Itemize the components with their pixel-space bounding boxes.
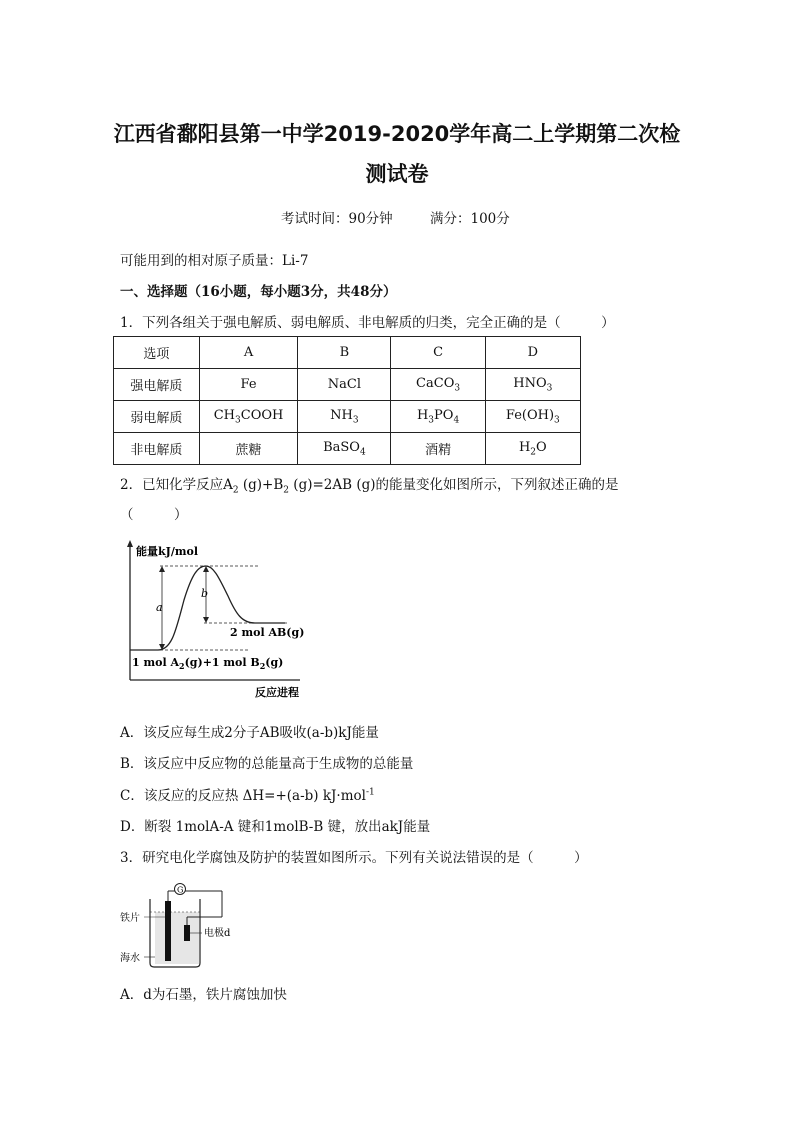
question-2-stem: 2．已知化学反应$A_2$ $(g)+B_2$ (g)=2AB (g)的能量变化如图所示，下列叙述正确的是	[120, 477, 619, 496]
table-header-cell: C	[391, 337, 485, 369]
paper-title-line2: 测试卷	[365, 162, 429, 186]
arrow-a-head-top	[159, 566, 165, 572]
table-cell: $H_2O$	[485, 433, 580, 465]
table-row	[114, 433, 581, 465]
table-row	[114, 369, 581, 401]
table-cell: NaCl	[298, 369, 391, 401]
y-axis-label: 能量kJ/mol	[136, 545, 198, 558]
atomic-mass-note: 可能用到的相对原子质量：Li-7	[120, 253, 309, 269]
table-cell: 蔗糖	[199, 433, 298, 465]
reactant-label: 1 mol $A_2(g)+1$ mol $B_2(g)$	[132, 656, 284, 671]
energy-diagram	[120, 538, 320, 703]
table-header-cell: 选项	[114, 337, 200, 369]
table-cell: $Fe(OH)_3$	[485, 401, 580, 433]
table-cell: CaCO$_3$	[391, 369, 485, 401]
galvanometer-label: G	[177, 885, 184, 895]
table-cell: $NH_3$	[298, 401, 391, 433]
y-axis-arrow	[127, 540, 133, 547]
q3-option-a: A．d为石墨，铁片腐蚀加快	[120, 987, 287, 1003]
q2-option-b: B．该反应中反应物的总能量高于生成物的总能量	[120, 756, 414, 772]
table-cell: $CH_3COOH$	[199, 401, 298, 433]
table-cell: $HNO_3$	[485, 369, 580, 401]
q2-option-d: D．断裂 1molA-A 键和1molB-B 键，放出akJ能量	[120, 819, 431, 835]
table-row	[114, 401, 581, 433]
paper-title-line1: 江西省鄱阳县第一中学2019-2020学年高二上学期第二次检	[113, 122, 681, 146]
corrosion-apparatus	[120, 877, 250, 972]
row-label: 强电解质	[114, 369, 200, 401]
question-3-stem: 3．研究电化学腐蚀及防护的装置如图所示。下列有关说法错误的是（ ）	[120, 850, 588, 866]
row-label: 非电解质	[114, 433, 200, 465]
question-1-stem: 1．下列各组关于强电解质、弱电解质、非电解质的归类，完全正确的是（ ）	[120, 315, 615, 331]
section-heading: 一、选择题（16小题，每小题3分，共48分）	[120, 284, 397, 300]
row-label: 弱电解质	[114, 401, 200, 433]
product-label: 2 mol AB(g)	[230, 626, 305, 639]
table-cell: 酒精	[391, 433, 485, 465]
iron-label: 铁片	[120, 913, 140, 924]
seawater-fill	[155, 912, 199, 964]
label-b: b	[201, 587, 209, 600]
table-header-cell: A	[199, 337, 298, 369]
label-a: a	[156, 601, 163, 614]
seawater-label: 海水	[120, 953, 140, 964]
table-header-cell: D	[485, 337, 580, 369]
table-cell: BaSO$_4$	[298, 433, 391, 465]
exam-time: 考试时间：90分钟	[281, 211, 393, 227]
x-axis-label: 反应进程	[255, 686, 299, 699]
electrode-d	[184, 925, 190, 941]
q2-option-c: C．该反应的反应热 ΔH=+(a-b) kJ·mol$^{-1}$	[120, 787, 375, 804]
arrow-b-head-bottom	[203, 617, 209, 623]
table-header-row	[114, 337, 581, 369]
q2-option-a: A．该反应每生成2分子AB吸收(a-b)kJ能量	[120, 725, 379, 741]
question-2-paren: （ ）	[120, 507, 188, 523]
table-cell: Fe	[199, 369, 298, 401]
iron-sheet	[165, 901, 171, 961]
table-header-cell: B	[298, 337, 391, 369]
exam-score: 满分：100分	[430, 211, 510, 227]
table-cell: $H_3PO_4$	[391, 401, 485, 433]
question-1-table	[113, 336, 581, 465]
electrode-label: 电极d	[204, 928, 231, 939]
